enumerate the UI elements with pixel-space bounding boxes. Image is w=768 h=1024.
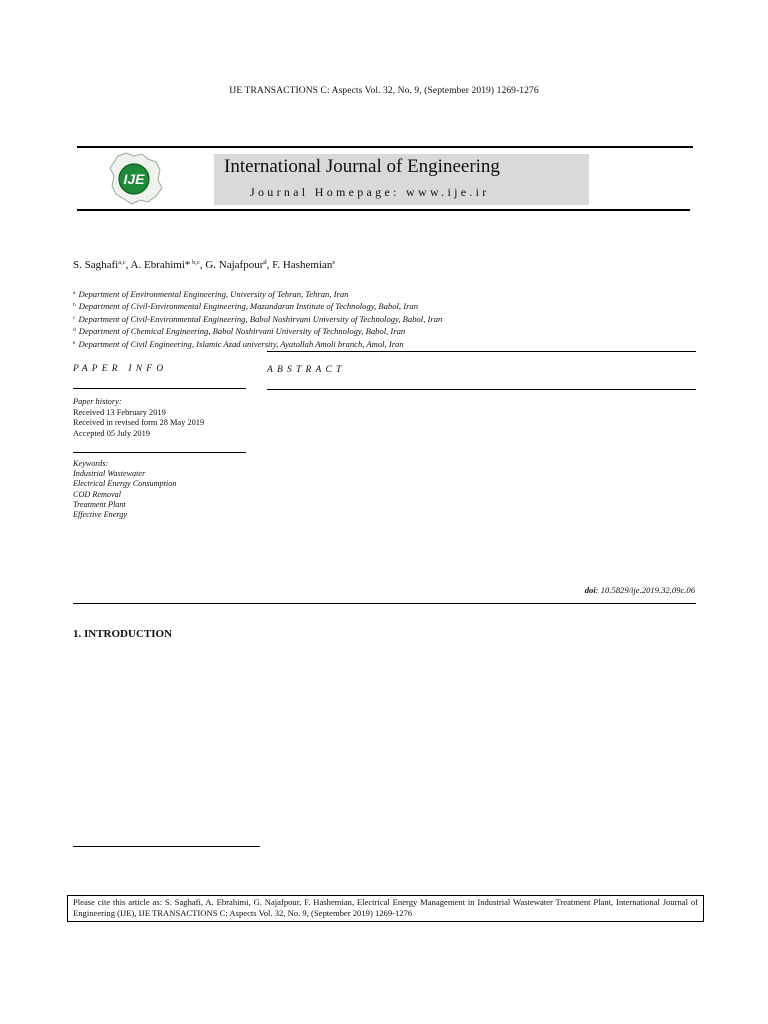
affiliation: $^d$ Department of Chemical Engineering, Babol Noshirvani University of Technology, Babol, Iran bbox=[73, 326, 406, 337]
keyword: Industrial Wastewater bbox=[73, 469, 146, 479]
affiliation: $^e$ Department of Civil Engineering, Islamic Azad university, Ayatollah Amoli branch, Amol, Iran bbox=[73, 338, 404, 349]
history-rule bbox=[73, 452, 246, 453]
author: S. Saghafi$^{a,c}$, bbox=[73, 259, 131, 271]
author: A. Ebrahimi* $^{b,c}$, bbox=[130, 259, 206, 271]
affiliation: $^c$ Department of Civil-Environmental Engineering, Babol Noshirvani University of Technology, Babol, Iran bbox=[73, 313, 443, 324]
citation-box: Please cite this article as: S. Saghafi, A. Ebrahimi, G. Najafpour, F. Hashemian, Electrical Energy Management in Industrial Wastewater Treatment Plant, International Journal of Engineering (IJE), IJE TRANSACTIONS C: Aspects Vol. 32, No. 9, (September 2019) 1269-1276 bbox=[67, 895, 704, 922]
doi[interactable]: doi: 10.5829/ije.2019.32.09c.06 bbox=[584, 585, 695, 595]
paper-info-label: PAPER INFO bbox=[73, 364, 168, 374]
journal-title: International Journal of Engineering bbox=[224, 156, 500, 177]
introduction-heading: 1. INTRODUCTION bbox=[73, 628, 173, 640]
journal-logo bbox=[104, 150, 166, 206]
footnote-rule bbox=[73, 846, 260, 847]
history-entry: Accepted 05 July 2019 bbox=[73, 428, 150, 438]
history-entry: Received 13 February 2019 bbox=[73, 407, 166, 417]
paper-history bbox=[73, 397, 204, 439]
author: F. Hashemian$^e$ bbox=[272, 259, 336, 271]
running-head: IJE TRANSACTIONS C: Aspects Vol. 32, No. 9, (September 2019) 1269-1276 bbox=[229, 86, 539, 96]
info-top-rule bbox=[267, 351, 696, 352]
history-entry: Received in revised form 28 May 2019 bbox=[73, 418, 205, 427]
keywords bbox=[73, 459, 176, 520]
abstract-rule bbox=[267, 389, 696, 390]
keyword: Electrical Energy Consumption bbox=[73, 479, 177, 489]
logo-text: IJE bbox=[123, 171, 145, 187]
journal-title-box bbox=[214, 154, 589, 205]
author: G. Najafpour$^d$, bbox=[205, 259, 273, 271]
keyword: Treatment Plant bbox=[73, 499, 126, 509]
journal-homepage: Journal Homepage: www.ije.ir bbox=[250, 185, 490, 199]
author-list bbox=[73, 259, 335, 271]
keyword: COD Removal bbox=[73, 489, 121, 499]
keyword: Effective Energy bbox=[73, 510, 128, 520]
masthead-top-rule bbox=[77, 146, 693, 148]
keywords-header: Keywords: bbox=[73, 459, 109, 468]
affiliation: $^a$ Department of Environmental Engineering, University of Tehran, Tehran, Iran bbox=[73, 289, 349, 299]
masthead-bottom-rule bbox=[77, 209, 690, 211]
abstract-label: ABSTRACT bbox=[267, 365, 346, 375]
paper-info-rule bbox=[73, 388, 246, 389]
affiliation: $^b$ Department of Civil-Environmental Engineering, Mazandaran Institute of Technology, Babol, Iran bbox=[73, 301, 419, 312]
doi-rule bbox=[73, 603, 696, 604]
affiliation-list bbox=[73, 288, 442, 350]
paper-history-header: Paper history: bbox=[73, 397, 122, 406]
